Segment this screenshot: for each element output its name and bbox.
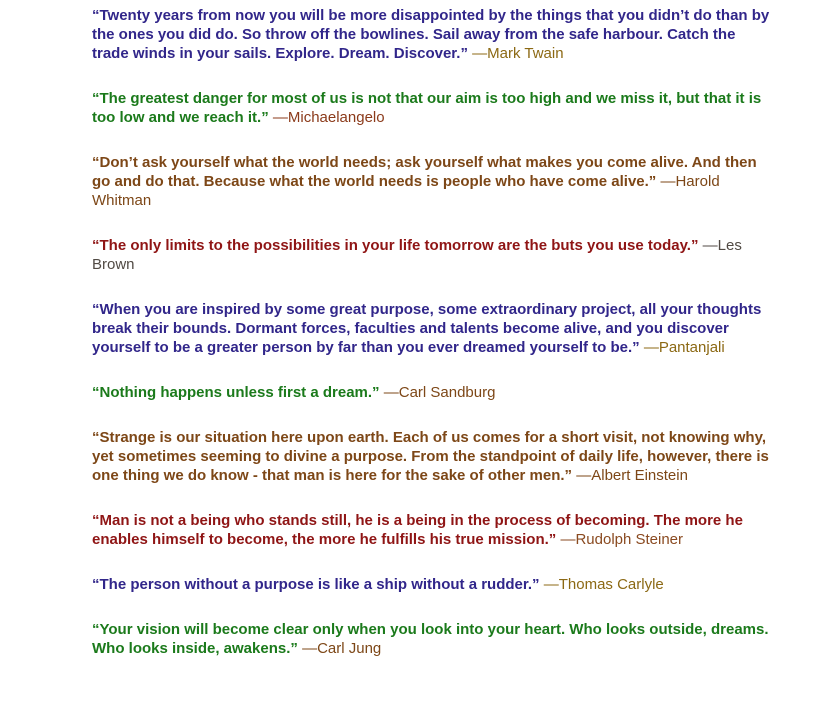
quote-attribution: —Harold Whitman	[92, 173, 720, 209]
quote-text: “The person without a purpose is like a ship without a rudder.”	[92, 576, 540, 593]
quote-text: “The greatest danger for most of us is not that our aim is too high and we miss it, but that it is too low and we reach it.”	[92, 90, 762, 126]
quote-attribution: —Rudolph Steiner	[560, 531, 684, 548]
quote-attribution: —Albert Einstein	[576, 467, 688, 484]
quote-paragraph	[92, 89, 772, 127]
quote-paragraph	[92, 428, 772, 485]
quote-text: “Nothing happens unless first a dream.”	[92, 384, 380, 401]
quote-paragraph	[92, 6, 772, 63]
quote-text: “Man is not a being who stands still, he is a being in the process of becoming. The more he enables himself to become, the more he fulfills his true mission.”	[92, 512, 743, 548]
quote-paragraph	[92, 236, 772, 274]
quote-text: “Your vision will become clear only when you look into your heart. Who looks outside, dreams. Who looks inside, awakens.”	[92, 621, 769, 657]
quote-text: “Twenty years from now you will be more disappointed by the things that you didn’t do than by the ones you did do. So throw off the bowlines. Sail away from the safe harbour. Catch the trade winds in your sails. Explore. Dream. Discover.”	[92, 7, 770, 62]
quote-paragraph	[92, 575, 772, 594]
quote-attribution: —Thomas Carlyle	[543, 576, 664, 593]
quote-paragraph	[92, 383, 772, 402]
quote-attribution: —Carl Sandburg	[383, 384, 496, 401]
quote-text: “When you are inspired by some great purpose, some extraordinary project, all your thoughts break their bounds. Dormant forces, faculties and talents become alive, and you discover yourself to be a greater person by far than you ever dreamed yourself to be.”	[92, 301, 762, 356]
quote-attribution: —Les Brown	[92, 237, 742, 273]
quote-paragraph	[92, 511, 772, 549]
quote-text: “Don’t ask yourself what the world needs; ask yourself what makes you come alive. And then go and do that. Because what the world needs is people who have come alive.”	[92, 154, 757, 190]
quote-paragraph	[92, 153, 772, 210]
quote-attribution: —Pantanjali	[643, 339, 725, 356]
quote-paragraph	[92, 620, 772, 658]
quote-paragraph	[92, 300, 772, 357]
quote-text: “The only limits to the possibilities in your life tomorrow are the buts you use today.”	[92, 237, 699, 254]
quote-attribution: —Carl Jung	[302, 640, 382, 657]
quote-attribution: —Mark Twain	[472, 45, 564, 62]
quote-text: “Strange is our situation here upon earth. Each of us comes for a short visit, not knowing why, yet sometimes seeming to divine a purpose. From the standpoint of daily life, however, there is one thing we do know - that man is here for the sake of other men.”	[92, 429, 769, 484]
quote-attribution: —Michaelangelo	[272, 109, 385, 126]
